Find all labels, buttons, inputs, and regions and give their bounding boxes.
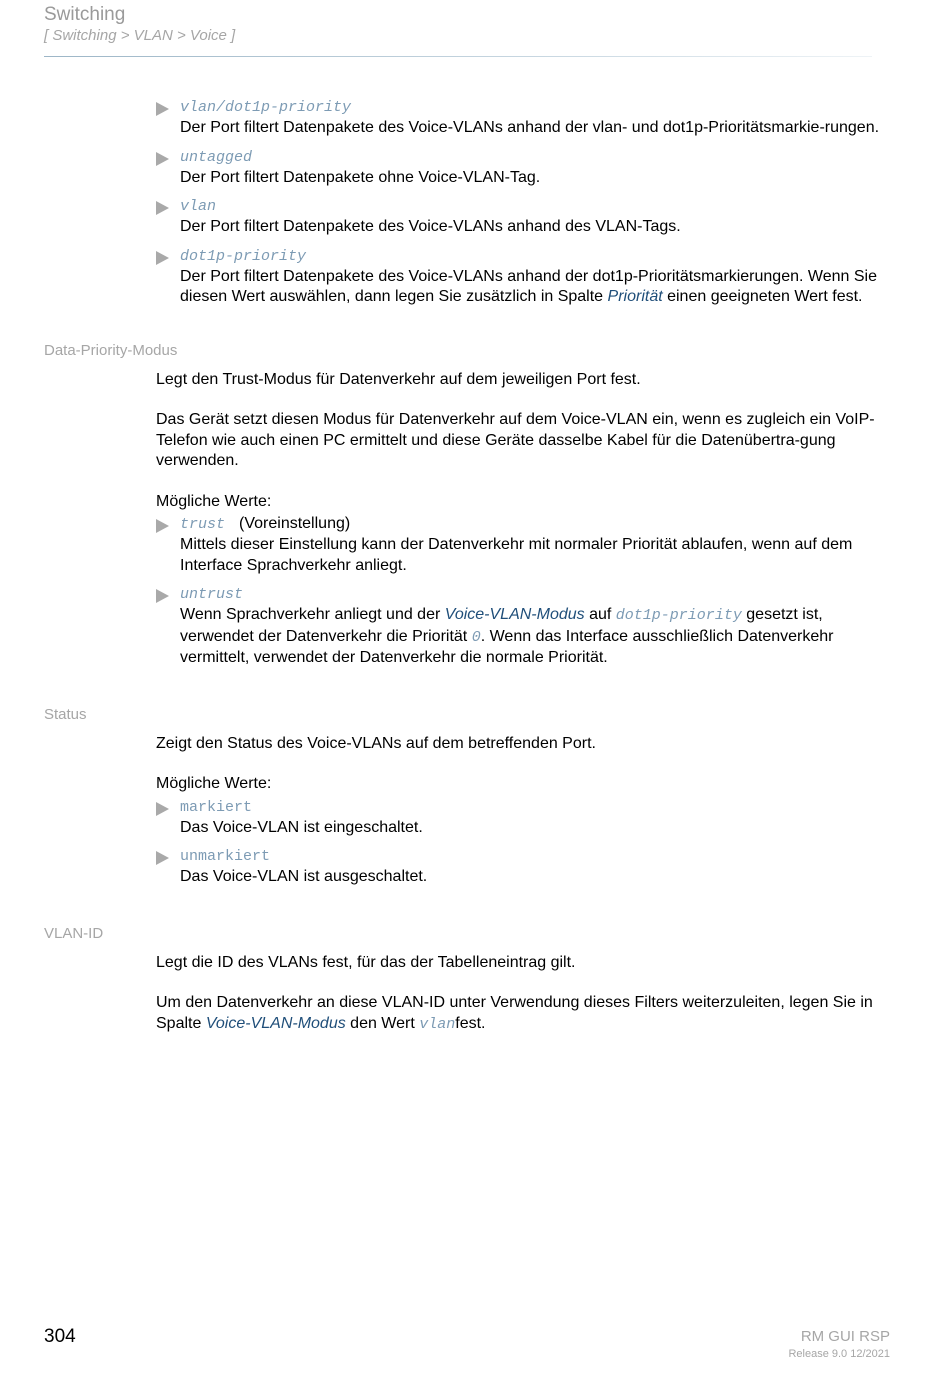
value-code: markiert [180, 798, 253, 816]
desc-text: auf [584, 606, 616, 623]
value-description: Der Port filtert Datenpakete ohne Voice-VLAN-Tag. [180, 168, 541, 186]
value-description: Mittels dieser Einstellung kann der Datenverkehr mit normaler Priorität ablaufen, wenn auf dem Interface Sprachverkehr anliegt. [180, 536, 853, 574]
list-item [156, 98, 892, 139]
list-item [156, 197, 892, 238]
inline-code: vlan [419, 1015, 456, 1033]
list-item [156, 847, 892, 888]
document-name: RM GUI RSP [800, 1328, 890, 1345]
value-code: vlan/dot1p-priority [180, 99, 352, 116]
value-code: untrust [180, 586, 244, 603]
bullet-triangle-icon [156, 102, 169, 116]
list-item [156, 247, 892, 308]
release-info: Release 9.0 12/2021 [788, 1348, 890, 1360]
desc-text: gesetzt ist, verwendet der Datenverkehr die Priorität [180, 606, 823, 645]
para-text: fest. [455, 1014, 486, 1032]
value-description: Das Voice-VLAN ist eingeschaltet. [180, 818, 423, 836]
value-code: unmarkiert [180, 848, 271, 865]
value-code: dot1p-priority [180, 247, 307, 265]
inline-code: dot1p-priority [615, 607, 742, 624]
bullet-triangle-icon [156, 802, 169, 816]
paragraph: Legt die ID des VLANs fest, für das der Tabelleneintrag gilt. [156, 953, 576, 971]
breadcrumb: [ Switching > VLAN > Voice ] [44, 27, 236, 44]
column-reference-link[interactable]: Priorität [607, 288, 663, 305]
default-note: (Voreinstellung) [239, 515, 351, 532]
bullet-triangle-icon [156, 152, 169, 166]
possible-values-label: Mögliche Werte: [156, 492, 272, 510]
bullet-triangle-icon [156, 251, 169, 265]
header-divider [44, 56, 872, 57]
list-item [156, 148, 892, 189]
bullet-triangle-icon [156, 851, 169, 865]
value-description [180, 605, 892, 669]
value-description [180, 267, 892, 308]
value-code: untagged [180, 148, 253, 166]
para-text: Um den Datenverkehr an diese VLAN-ID unter Verwendung dieses Filters weiterzuleiten, legen Sie in Spalte [156, 994, 873, 1032]
bullet-triangle-icon [156, 201, 169, 215]
value-description: Das Voice-VLAN ist ausgeschaltet. [180, 868, 428, 885]
value-description: Der Port filtert Datenpakete des Voice-VLANs anhand des VLAN-Tags. [180, 218, 681, 235]
paragraph: Zeigt den Status des Voice-VLANs auf dem betreffenden Port. [156, 734, 596, 752]
desc-text: Der Port filtert Datenpakete des Voice-VLANs anhand der dot1p-Prioritätsmarkierungen. Wenn Sie diesen Wert auswählen, dann legen Sie zusätzlich in Spalte [180, 267, 877, 305]
mode-value-list [156, 98, 892, 308]
desc-text: . Wenn das Interface ausschließlich Datenverkehr vermittelt, verwendet der Datenverkehr die normale Priorität. [180, 627, 834, 666]
column-reference-link[interactable]: Voice-VLAN-Modus [205, 1014, 346, 1032]
paragraph: Legt den Trust-Modus für Datenverkehr auf dem jeweiligen Port fest. [156, 370, 641, 388]
status-value-list [156, 798, 892, 888]
section-label-data-priority: Data-Priority-Modus [44, 341, 178, 359]
page-number: 304 [44, 1326, 76, 1347]
main-content [0, 98, 950, 1035]
value-code: trust [180, 516, 226, 533]
bullet-triangle-icon [156, 589, 169, 603]
desc-text: einen geeigneten Wert fest. [662, 288, 863, 305]
page-header [44, 4, 872, 46]
paragraph: Das Gerät setzt diesen Modus für Datenverkehr auf dem Voice-VLAN ein, wenn es zugleich ein VoIP-Telefon wie auch einen PC ermittelt und diese Geräte dasselbe Kabel für die Datenübertra-gung verwenden. [156, 411, 875, 469]
value-description: Der Port filtert Datenpakete des Voice-VLANs anhand der vlan- und dot1p-Prioritätsmarkie-rungen. [180, 119, 880, 136]
section-label-status: Status [44, 705, 87, 723]
section-label-vlan-id: VLAN-ID [44, 924, 104, 942]
value-code: vlan [180, 198, 217, 215]
possible-values-label: Mögliche Werte: [156, 775, 272, 792]
list-item [156, 585, 892, 669]
header-title: Switching [44, 4, 126, 25]
column-reference-link[interactable]: Voice-VLAN-Modus [444, 606, 585, 623]
para-text: den Wert [345, 1014, 420, 1032]
desc-text: Wenn Sprachverkehr anliegt und der [180, 606, 445, 623]
data-priority-value-list [156, 515, 892, 669]
inline-code: 0 [471, 628, 481, 646]
list-item [156, 798, 892, 839]
paragraph [156, 993, 892, 1035]
list-item [156, 515, 892, 576]
bullet-triangle-icon [156, 519, 169, 533]
